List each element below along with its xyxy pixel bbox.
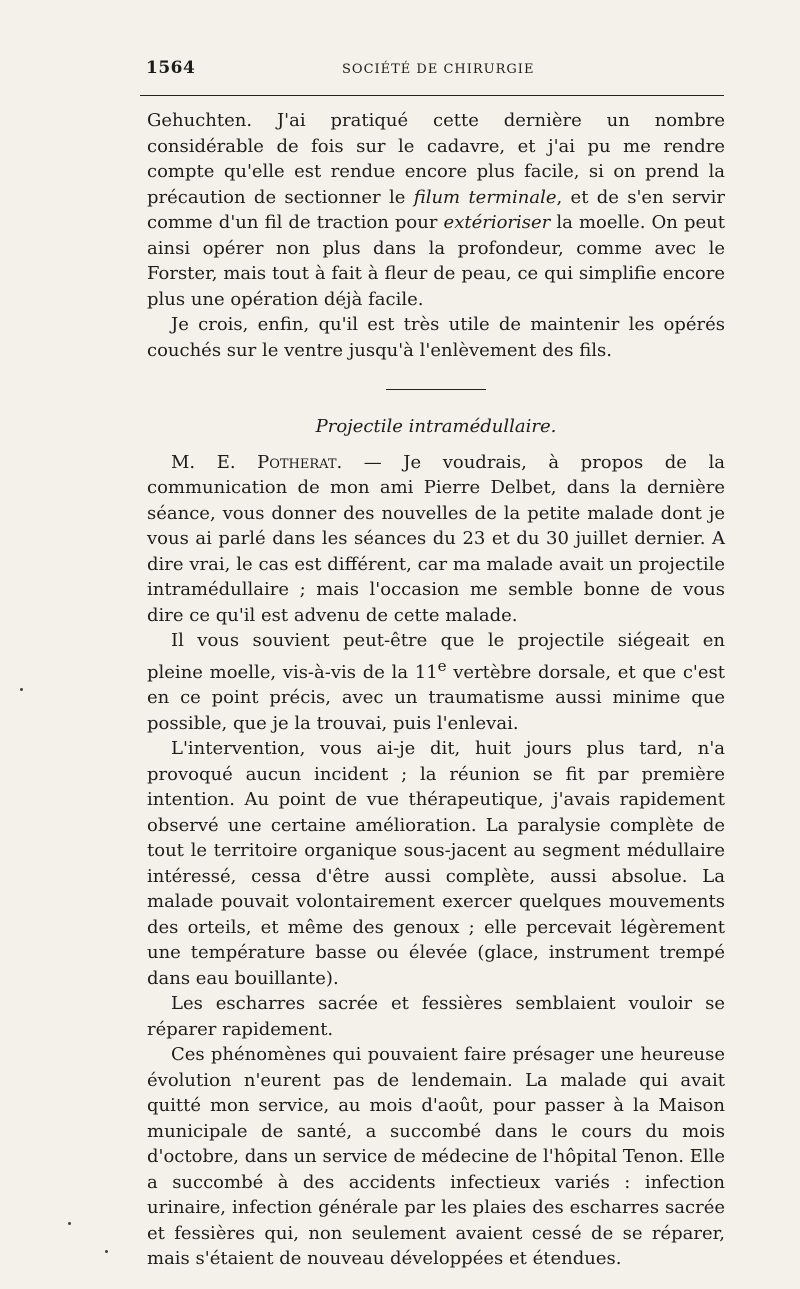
text-run: la moelle. On peut ainsi opérer non plus dans la profondeur, comme avec le Forster, mais tout à fait à fleur de peau, ce qui simplifie encore plus une opération déjà facile. [147,212,725,310]
paragraph-5: L'intervention, vous ai-je dit, huit jours plus tard, n'a provoqué aucun incident ; la réunion se fit par première intention. Au point de vue thérapeutique, j'avais rapidement observé une certaine amélioration. La paralysie complète de tout le territoire organique sous-jacent au segment médullaire intéressé, cessa d'être aussi complète, aussi absolue. La malade pouvait volontairement exercer quelques mouvements des orteils, et même des genoux ; elle percevait légèrement une température basse ou élevée (glace, instrument trempé dans eau bouillante). [147,738,725,989]
paragraph-7: Ces phénomènes qui pouvaient faire présager une heureuse évolution n'eurent pas de lendemain. La malade qui avait quitté mon service, au mois d'août, pour passer à la Maison municipale de santé, a succombé dans le cours du mois d'octobre, dans un service de médecine de l'hôpital Tenon. Elle a succombé à des accidents infectieux variés : infection urinaire, infection générale par les plaies des escharres sacrée et fessières qui, non seulement avaient cessé de se réparer, mais s'étaient de nouveau développées et étendues. [147,1044,725,1269]
speck-mark [105,1250,108,1253]
page-header [138,54,728,84]
paragraph-3 [147,450,725,629]
speaker-initial: M. E. [171,451,258,473]
section-title: Projectile intramédullaire. [315,416,557,437]
italic-exterioriser: extérioriser [443,212,551,233]
header-rule [140,95,724,96]
body-text [147,108,725,1272]
text-run: vertèbre dorsale, et que c'est en ce point précis, avec un traumatisme aussi minime que possible, que je la trouvai, puis l'enlevai. [147,661,725,734]
superscript: e [437,656,447,675]
paragraph-4 [147,628,725,736]
paragraph-2: Je crois, enfin, qu'il est très utile de maintenir les opérés couchés sur le ventre jusqu'à l'enlèvement des fils. [147,314,725,361]
text-run: Il vous souvient peut-être que le projectile siégeait en pleine moelle, vis-à-vis de la 11 [147,630,725,683]
paragraph-1 [147,108,725,312]
separator-rule [386,389,486,390]
text-run: — Je voudrais, à propos de la communication de mon ami Pierre Delbet, dans la dernière séance, vous donner des nouvelles de la petite malade dont je vous ai parlé dans les séances du 23 et du 30 juillet dernier. A dire vrai, le cas est différent, car ma malade avait un projectile intramédullaire ; mais l'occasion me semble bonne de vous dire ce qu'il est advenu de cette malade. [147,451,725,626]
speck-mark [68,1222,71,1225]
running-title: SOCIÉTÉ DE CHIRURGIE [342,62,535,77]
speaker-name: Potherat. [257,451,343,473]
paragraph-6: Les escharres sacrée et fessières semblaient vouloir se réparer rapidement. [147,993,725,1040]
italic-filum: filum terminale [413,186,557,208]
speck-mark [20,688,23,691]
text-run: Gehuchten. J'ai pratiqué cette dernière un nombre considérable de fois sur le cadavre, et j'ai pu me rendre compte qu'elle est rendue encore plus facile, si on prend la précaution de sectionner le [147,110,725,208]
page-number: 1564 [146,58,196,78]
text-run: , et de s'en servir comme d'un fil de traction pour [147,186,725,233]
